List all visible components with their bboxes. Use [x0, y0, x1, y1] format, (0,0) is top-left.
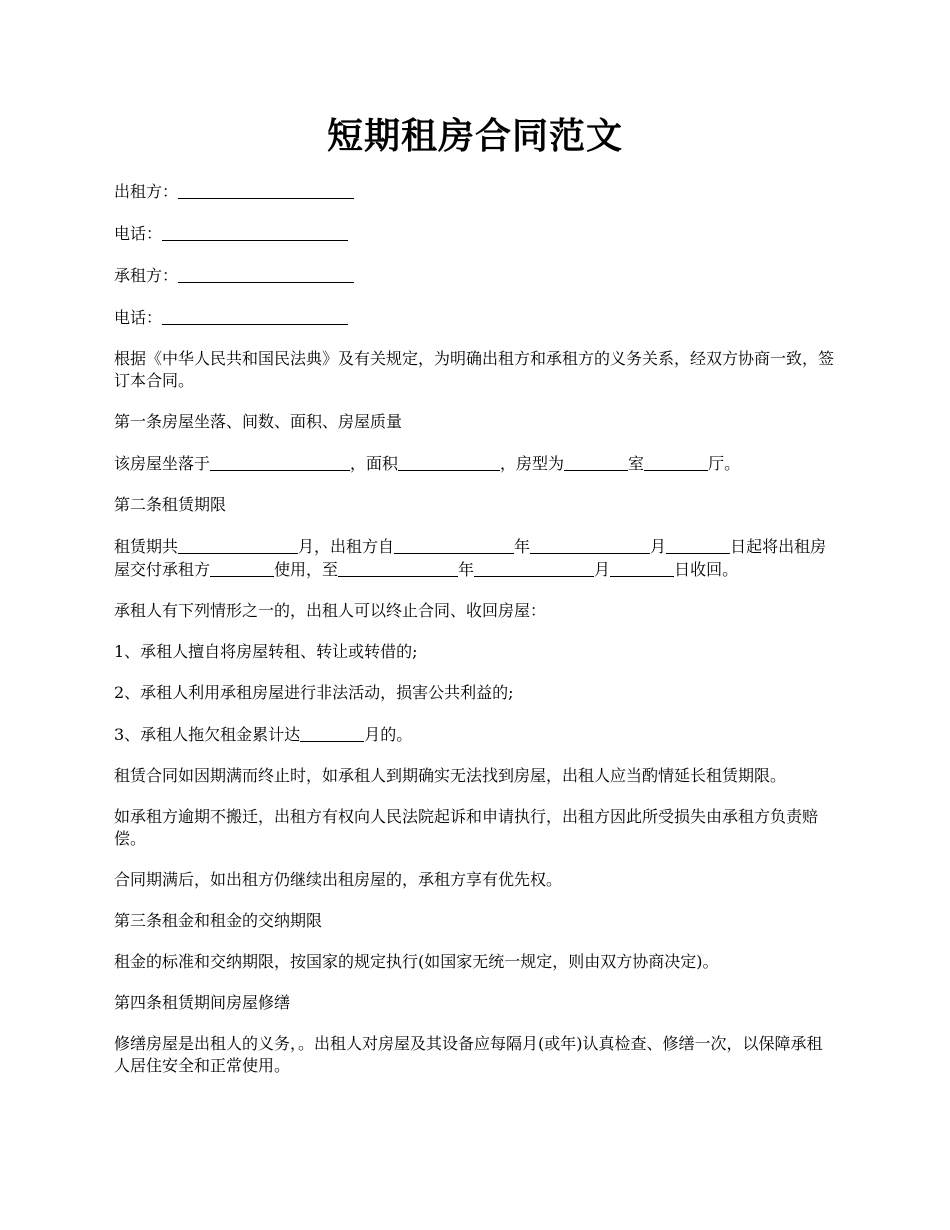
text-segment: ，面积	[350, 454, 399, 473]
article-2-heading: 第二条租赁期限	[114, 495, 227, 514]
overdue-paragraph: 如承租方逾期不搬迁，出租方有权向人民法院起诉和申请执行，出租方因此所受损失由承租方负责赔偿。	[114, 807, 819, 848]
text-segment: 该房屋坐落于	[114, 454, 211, 473]
priority-paragraph: 合同期满后，如出租方仍继续出租房屋的，承租方享有优先权。	[114, 870, 563, 889]
term-months-blank	[178, 537, 298, 554]
text-segment: 租赁期共	[114, 537, 179, 556]
end-month-blank	[474, 560, 594, 577]
lessee-phone-blank	[162, 308, 348, 325]
document-body	[114, 180, 838, 1096]
text-segment: 日收回。	[674, 560, 739, 579]
field-label: 电话：	[114, 224, 163, 243]
text-segment: 室	[628, 454, 645, 473]
repair-paragraph: 修缮房屋是出租人的义务，。出租人对房屋及其设备应每隔月(或年)认真检查、修缮一次，以保障承租人居住安全和正常使用。	[114, 1034, 823, 1075]
article-3-heading: 第三条租金和租金的交纳期限	[114, 911, 323, 930]
article-1-heading: 第一条房屋坐落、间数、面积、房屋质量	[114, 412, 403, 431]
termination-item-1: 1、承租人擅自将房屋转租、转让或转借的;	[114, 642, 418, 661]
lessee-blank	[178, 266, 354, 283]
start-year-blank	[394, 537, 514, 554]
end-year-blank	[338, 560, 458, 577]
document-title: 短期租房合同范文	[326, 115, 623, 157]
text-segment: 使用，至	[274, 560, 339, 579]
field-label: 出租方：	[114, 182, 179, 201]
termination-intro: 承租人有下列情形之一的，出租人可以终止合同、收回房屋：	[114, 601, 547, 620]
text-segment: 厅。	[708, 454, 741, 473]
intro-paragraph: 根据《中华人民共和国民法典》及有关规定，为明确出租方和承租方的义务关系，经双方协商一致，签订本合同。	[114, 349, 835, 390]
text-segment: 年	[458, 560, 475, 579]
start-day-blank	[666, 537, 730, 554]
text-segment: 月	[594, 560, 611, 579]
lessor-field	[114, 180, 838, 203]
arrears-months-blank	[300, 725, 364, 742]
text-segment: 月，出租方自	[298, 537, 395, 556]
text-segment: 日起将出租房屋交付承租方	[114, 537, 827, 579]
location-blank	[210, 454, 350, 471]
rooms-blank	[564, 454, 628, 471]
text-segment: 月的。	[364, 725, 413, 744]
end-day-blank	[610, 560, 674, 577]
text-segment: 年	[514, 537, 531, 556]
lessor-phone-blank	[162, 224, 348, 241]
termination-item-2: 2、承租人利用承租房屋进行非法活动，损害公共利益的;	[114, 683, 514, 702]
location-paragraph	[114, 452, 838, 475]
text-segment: 月	[650, 537, 667, 556]
lessor-phone-field	[114, 222, 838, 245]
text-segment: 3、承租人拖欠租金累计达	[114, 725, 301, 744]
term-paragraph	[114, 535, 838, 581]
lessee-field	[114, 264, 838, 287]
article-4-heading: 第四条租赁期间房屋修缮	[114, 993, 291, 1012]
text-segment: ，房型为	[500, 454, 565, 473]
termination-item-3	[114, 723, 838, 746]
field-label: 承租方：	[114, 266, 179, 285]
halls-blank	[644, 454, 708, 471]
expiry-paragraph: 租赁合同如因期满而终止时，如承租人到期确实无法找到房屋，出租人应当酌情延长租赁期限。	[114, 766, 787, 785]
lessee-phone-field	[114, 306, 838, 329]
field-label: 电话：	[114, 308, 163, 327]
rent-paragraph: 租金的标准和交纳期限，按国家的规定执行(如国家无统一规定，则由双方协商决定)。	[114, 952, 719, 971]
use-blank	[210, 560, 274, 577]
lessor-blank	[178, 182, 354, 199]
area-blank	[398, 454, 500, 471]
start-month-blank	[530, 537, 650, 554]
